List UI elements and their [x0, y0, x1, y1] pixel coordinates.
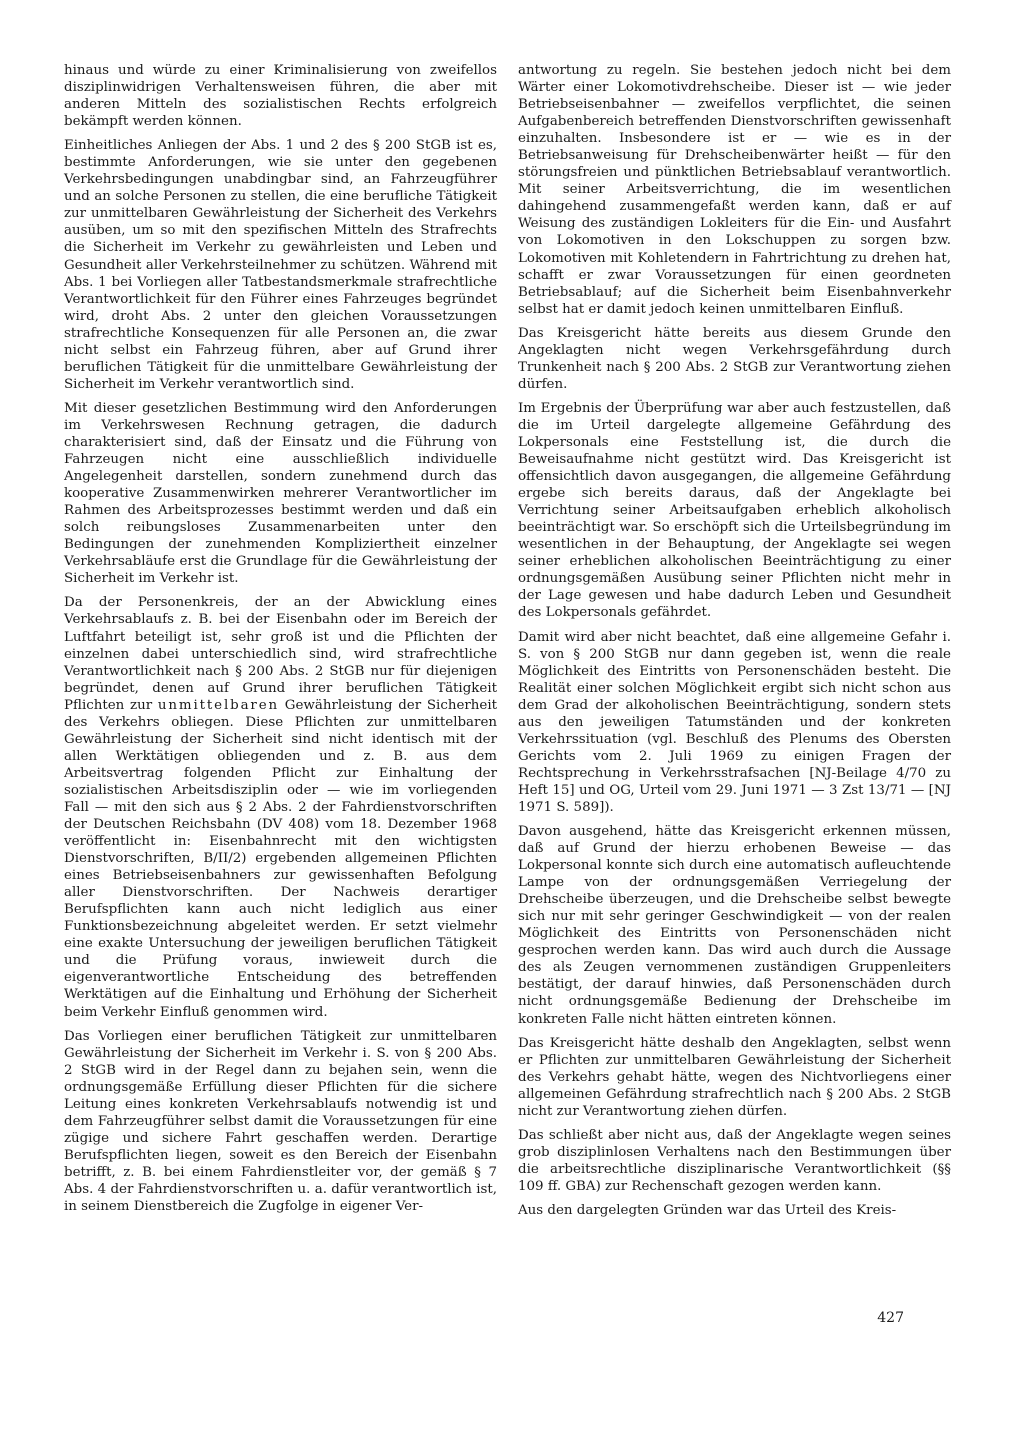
paragraph: hinaus und würde zu einer Kriminalisierung von zweifellos disziplinwidrigen Verhaltensweisen führen, die aber mit anderen Mitteln des sozialistischen Rechts erfolgreich bekämpft werden können. [64, 63, 497, 130]
paragraph: Das Kreisgericht hätte bereits aus diesem Grunde den Angeklagten nicht wegen Verkehrsgefährdung durch Trunkenheit nach § 200 Abs. 2 StGB zur Verantwortung ziehen dürfen. [518, 325, 951, 392]
page-number: 427 [877, 1310, 904, 1326]
paragraph-text: Gewährleistung der Sicherheit des Verkehrs obliegen. Diese Pflichten zur unmittelbaren Gewährleistung der Sicherheit sind nicht identisch mit der allen Werktätigen obliegenden und z. B. aus dem Arbeitsvertrag folgenden Pflicht zur Einhaltung der sozialistischen Arbeitsdisziplin oder — wie im vorliegenden Fall — mit den sich aus § 2 Abs. 2 der Fahrdienstvorschriften der Deutschen Reichsbahn (DV 408) vom 18. Dezember 1968 veröffentlicht in: Eisenbahnrecht mit den wichtigsten Dienstvorschriften, B/II/2) ergebenden allgemeinen Pflichten eines Betriebseisenbahners zur gewissenhaften Befolgung aller Dienstvorschriften. Der Nachweis derartiger Berufspflichten kann auch nicht lediglich aus einer Funktionsbezeichnung abgeleitet werden. Er setzt vielmehr eine exakte Untersuchung der jeweiligen beruflichen Tätigkeit und die Prüfung voraus, inwieweit durch die eigenverantwortliche Entscheidung des betreffenden Werktätigen auf die Einhaltung und Erhöhung der Sicherheit beim Verkehr Einfluß genommen wird. [64, 697, 498, 1020]
paragraph: Das schließt aber nicht aus, daß der Angeklagte wegen seines grob disziplinlosen Verhaltens nach den Bestimmungen über die arbeitsrechtliche disziplinarische Verantwortlichkeit (§§ 109 ff. GBA) zur Rechenschaft gezogen werden kann. [518, 1127, 951, 1194]
paragraph [64, 594, 497, 1020]
paragraph: Einheitliches Anliegen der Abs. 1 und 2 des § 200 StGB ist es, bestimmte Anforderungen, wie sie unter den gegebenen Verkehrsbedingungen unabdingbar sind, an Fahrzeugführer und an solche Personen zu stellen, die eine berufliche Tätigkeit zur unmittelbaren Gewährleistung der Sicherheit des Verkehrs ausüben, um so mit den spezifischen Mitteln des Strafrechts die Sicherheit im Verkehr zu gewährleisten und Leben und Gesundheit aller Verkehrsteilnehmer zu schützen. Während mit Abs. 1 bei Vorliegen aller Tatbestandsmerkmale strafrechtliche Verantwortlichkeit für den Führer eines Fahrzeuges begründet wird, droht Abs. 2 unter den gleichen Voraussetzungen strafrechtliche Konsequenzen für alle Personen an, die zwar nicht selbst ein Fahrzeug führen, aber auf Grund ihrer beruflichen Tätigkeit für die unmittelbare Gewährleistung der Sicherheit im Verkehr verantwortlich sind. [64, 138, 497, 392]
paragraph: Aus den dargelegten Gründen war das Urteil des Kreis- [518, 1203, 897, 1218]
paragraph-text: Da der Personenkreis, der an der Abwicklung eines Verkehrsablaufs z. B. bei der Eisenbahn oder im Bereich der Luftfahrt beteiligt ist, sehr groß ist und die Pflichten der einzelnen dabei unterschiedlich sind, wird strafrechtliche Verantwortlichkeit nach § 200 Abs. 2 StGB nur für diejenigen begründet, denen auf Grund ihrer beruflichen Tätigkeit Pflichten zur [64, 595, 497, 713]
paragraph: Davon ausgehend, hätte das Kreisgericht erkennen müssen, daß auf Grund der hierzu erhobenen Beweise — das Lokpersonal konnte sich durch eine automatisch aufleuchtende Lampe von der ordnungsgemäßen Verriegelung der Drehscheibe überzeugen, und die Drehscheibe selbst bewegte sich nur mit sehr geringer Geschwindigkeit — von der realen Möglichkeit des Eintritts von Personenschäden nicht gesprochen werden kann. Das wird auch durch die Aussage des als Zeugen vernommenen zuständigen Gruppenleiters bestätigt, der darauf hinwies, daß Personenschäden durch nicht ordnungsgemäße Bedienung der Drehscheibe im konkreten Falle nicht hätten eintreten können. [518, 824, 951, 1027]
paragraph: Das Vorliegen einer beruflichen Tätigkeit zur unmittelbaren Gewährleistung der Sicherheit im Verkehr i. S. von § 200 Abs. 2 StGB wird in der Regel dann zu bejahen sein, wenn die ordnungsgemäße Erfüllung dieser Pflichten für die sichere Leitung eines konkreten Verkehrsablaufs notwendig ist und dem Fahrzeugführer selbst damit die Voraussetzungen für eine zügige und sichere Fahrt geschaffen werden. Derartige Berufspflichten liegen, soweit es den Bereich der Eisenbahn betrifft, z. B. bei einem Fahrdienstleiter vor, der gemäß § 7 Abs. 4 der Fahrdienstvorschriften u. a. dafür verantwortlich ist, in seinem Dienstbereich die Zugfolge in eigener Ver- [64, 1028, 497, 1215]
emphasized-word: unmittelbaren [157, 697, 280, 713]
right-column [518, 62, 951, 1226]
paragraph: Das Kreisgericht hätte deshalb den Angeklagten, selbst wenn er Pflichten zur unmittelbaren Gewährleistung der Sicherheit des Verkehrs gehabt hätte, wegen des Nichtvorliegens einer allgemeinen Gefährdung strafrechtlich nach § 200 Abs. 2 StGB nicht zur Verantwortung ziehen dürfen. [518, 1035, 951, 1119]
paragraph: Im Ergebnis der Überprüfung war aber auch festzustellen, daß die im Urteil dargelegte allgemeine Gefährdung des Lokpersonals eine Feststellung ist, die durch die Beweisaufnahme nicht gestützt wird. Das Kreisgericht ist offensichtlich davon ausgegangen, die allgemeine Gefährdung ergebe sich bereits daraus, daß der Angeklagte bei Verrichtung seiner Arbeitsaufgaben erheblich alkoholisch beeinträchtigt war. So erschöpft sich die Urteilsbegründung im wesentlichen in der Behauptung, der Angeklagte sei wegen seiner erheblichen alkoholischen Beeinträchtigung zu einer ordnungsgemäßen Ausübung seiner Pflichten nicht mehr in der Lage gewesen und habe dadurch Leben und Gesundheit des Lokpersonals gefährdet. [518, 400, 951, 621]
paragraph: antwortung zu regeln. Sie bestehen jedoch nicht bei dem Wärter einer Lokomotivdrehscheibe. Dieser ist — wie jeder Betriebseisenbahner — zweifellos verpflichtet, die seinen Aufgabenbereich betreffenden Dienstvorschriften gewissenhaft einzuhalten. Insbesondere ist er — wie es in der Betriebsanweisung für Drehscheibenwärter heißt — für den störungsfreien und pünktlichen Betriebsablauf verantwortlich. Mit seiner Arbeitsverrichtung, die im wesentlichen dahingehend zusammengefaßt werden kann, daß er auf Weisung des zuständigen Lokleiters für die Ein- und Ausfahrt von Lokomotiven in den Lokschuppen zu sorgen bzw. Lokomotiven mit Kohletendern in Fahrtrichtung zu drehen hat, schafft er zwar Voraussetzungen für einen geordneten Betriebsablauf; auf die Sicherheit beim Eisenbahnverkehr selbst hat er damit jedoch keinen unmittelbaren Einfluß. [518, 63, 951, 317]
paragraph: Damit wird aber nicht beachtet, daß eine allgemeine Gefahr i. S. von § 200 StGB nur dann gegeben ist, wenn die reale Möglichkeit des Eintritts von Personenschäden besteht. Die Realität einer solchen Möglichkeit ergibt sich nicht schon aus dem Grad der alkoholischen Beeinträchtigung, sondern stets aus den jeweiligen Tatumständen und der konkreten Verkehrssituation (vgl. Beschluß des Plenums des Obersten Gerichts vom 2. Juli 1969 zu einigen Fragen der Rechtsprechung in Verkehrsstrafsachen [NJ-Beilage 4/70 zu Heft 15] und OG, Urteil vom 29. Juni 1971 — 3 Zst 13/71 — [NJ 1971 S. 589]). [518, 629, 951, 815]
left-column [64, 62, 497, 1222]
paragraph: Mit dieser gesetzlichen Bestimmung wird den Anforderungen im Verkehrswesen Rechnung getragen, die dadurch charakterisiert sind, daß der Einsatz und die Führung von Fahrzeugen nicht eine ausschließlich individuelle Angelegenheit darstellen, sondern zunehmend durch das kooperative Zusammenwirken mehrerer Verantwortlicher im Rahmen des Arbeitsprozesses bestimmt werden und daß ein solch reibungsloses Zusammenarbeiten unter den Bedingungen der zunehmenden Kompliziertheit einzelner Verkehrsabläufe erst die Grundlage für die Gewährleistung der Sicherheit im Verkehr ist. [64, 400, 497, 587]
